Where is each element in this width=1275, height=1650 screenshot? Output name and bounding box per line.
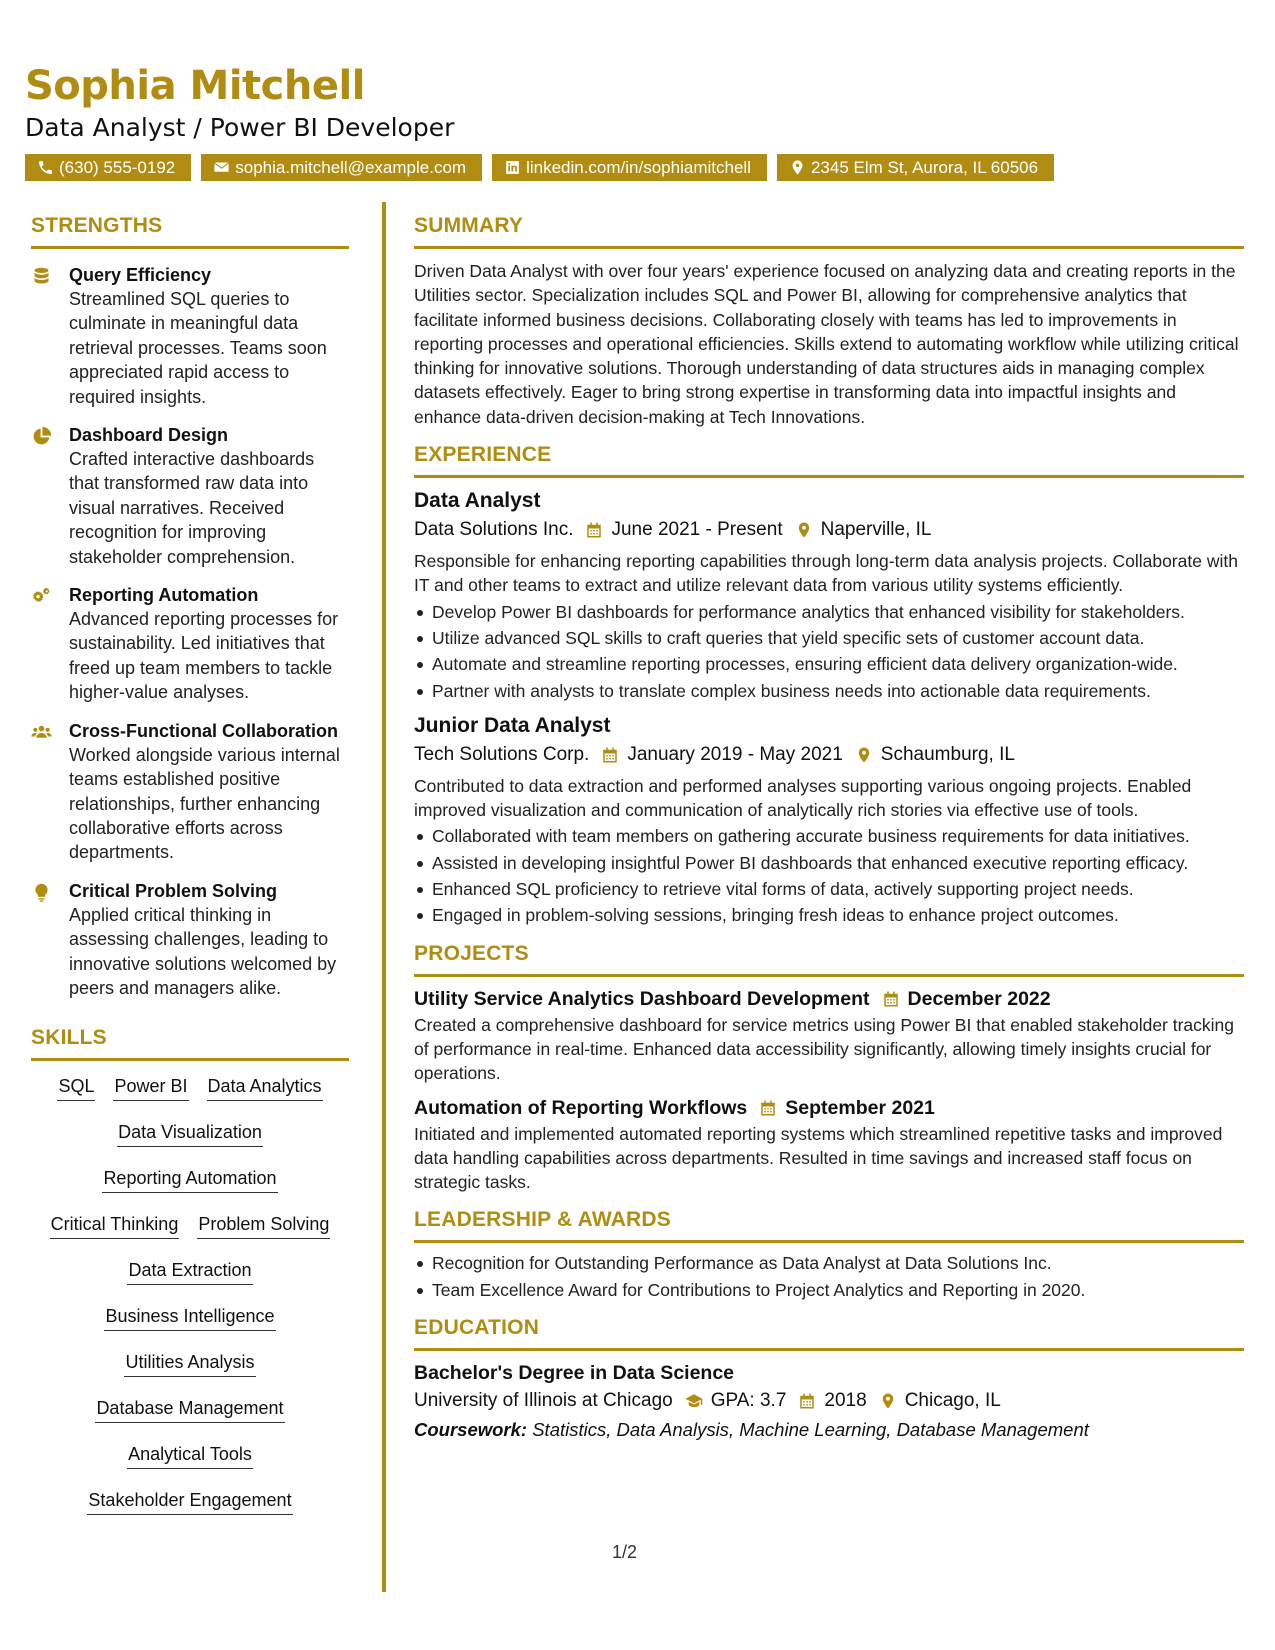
resume-header [25,60,1225,181]
project-entry [414,985,1244,1086]
column-divider [382,202,386,1592]
experience-section [414,441,1244,928]
job-location: Naperville, IL [820,519,932,541]
strength-desc: Applied critical thinking in assessing challenges, leading to innovative solutions welcomed by peers and managers alike. [69,904,337,998]
envelope-icon [213,159,230,176]
strength-desc: Crafted interactive dashboards that transformed raw data into visual narratives. Received recognition for improving stakeholder comprehension. [69,449,315,567]
skill-tag: Database Management [95,1397,284,1423]
graduation-cap-icon [685,1392,703,1410]
lightbulb-icon [31,882,52,903]
strength-title: Critical Problem Solving [69,880,278,901]
linkedin-icon [504,159,521,176]
contact-bar [25,154,1225,181]
job-meta [414,741,1244,769]
projects-section [414,940,1244,1195]
education-meta [414,1387,1244,1415]
job-company: Tech Solutions Corp. [414,743,590,765]
list-item: Utilize advanced SQL skills to craft queries that yield specific sets of customer account data. [414,626,1244,650]
job-entry [414,486,1244,703]
list-item: Assisted in developing insightful Power BI dashboards that enhanced executive reporting efficacy. [414,851,1244,875]
contact-phone[interactable] [25,154,191,181]
summary-heading: SUMMARY [414,212,1244,249]
summary-text: Driven Data Analyst with over four years' experience focused on analyzing data and creating reports in the Utilities sector. Specialization includes SQL and Power BI, allowing for comprehensive analytics that facilitate informed business decisions. Collaborating closely with teams has led to improvements in reporting processes and operational efficiencies. Skills extend to automating workflow while utilizing critical thinking for innovative solutions. Thorough understanding of data structures aids in managing complex datasets effectively. Eager to bring strong expertise in transforming data into impactful insights and enhance data-driven decision-making at Tech Innovations. [414,261,1239,427]
strength-item [31,719,349,865]
map-pin-icon [879,1392,897,1410]
list-item: Recognition for Outstanding Performance as Data Analyst at Data Solutions Inc. [414,1251,1244,1275]
candidate-role: Data Analyst / Power BI Developer [25,113,455,142]
skill-tag: Analytical Tools [127,1443,253,1469]
contact-linkedin[interactable] [492,154,767,181]
database-icon [31,266,52,287]
skill-tag: Data Extraction [127,1259,252,1285]
coursework-list: Statistics, Data Analysis, Machine Learning, Database Management [532,1419,1089,1441]
map-pin-icon [789,159,806,176]
project-date: September 2021 [785,1096,935,1119]
skill-tag: Problem Solving [197,1213,330,1239]
strength-title: Cross-Functional Collaboration [69,720,339,741]
pie-chart-icon [31,426,52,447]
degree-title: Bachelor's Degree in Data Science [414,1362,735,1385]
contact-address-text: 2345 Elm St, Aurora, IL 60506 [810,158,1039,177]
strength-title: Reporting Automation [69,585,259,606]
coursework-label: Coursework: [414,1419,528,1441]
school-location: Chicago, IL [904,1390,1001,1412]
calendar-icon [601,746,619,764]
education-heading: EDUCATION [414,1314,1244,1351]
projects-heading: PROJECTS [414,940,1244,977]
strength-desc: Advanced reporting processes for sustainability. Led initiatives that freed up team members to tackle higher-value analyses. [69,609,339,703]
awards-list [414,1251,1244,1302]
job-description: Responsible for enhancing reporting capabilities through long-term data analysis projects. Collaborate with IT and other teams to extract and utilize relevant data from various utility systems efficiently. [414,551,1238,596]
job-bullets [414,824,1244,927]
skill-tag: Reporting Automation [102,1167,277,1193]
skills-list [31,1075,349,1515]
list-item: Engaged in problem-solving sessions, bringing fresh ideas to enhance project outcomes. [414,903,1244,927]
list-item: Enhanced SQL proficiency to retrieve vital forms of data, actively supporting project needs. [414,877,1244,901]
skill-tag: Utilities Analysis [124,1351,255,1377]
list-item: Collaborated with team members on gathering accurate business requirements for data initiatives. [414,824,1244,848]
project-title: Automation of Reporting Workflows [414,1096,748,1119]
experience-heading: EXPERIENCE [414,441,1244,478]
leadership-heading: LEADERSHIP & AWARDS [414,1206,1244,1243]
job-company: Data Solutions Inc. [414,519,574,541]
skill-tag: Stakeholder Engagement [87,1489,292,1515]
strength-title: Dashboard Design [69,425,229,446]
skill-tag: Data Visualization [117,1121,263,1147]
calendar-icon [585,521,603,539]
calendar-icon [882,990,900,1008]
map-pin-icon [855,746,873,764]
strength-item [31,423,349,569]
contact-email[interactable] [201,154,482,181]
strength-desc: Streamlined SQL queries to culminate in meaningful data retrieval processes. Teams soon appreciated rapid access to required insights. [69,289,327,407]
contact-phone-text: (630) 555-0192 [59,158,176,177]
skill-tag: Power BI [113,1075,188,1101]
left-column [31,212,349,1515]
graduation-year: 2018 [824,1390,867,1412]
project-date: December 2022 [907,987,1051,1010]
job-title: Data Analyst [414,489,541,513]
project-description: Initiated and implemented automated reporting systems which streamlined repetitive tasks and improved data handling capabilities across departments. Resulted in time savings and increased staff focus on strategic tasks. [414,1123,1223,1193]
candidate-name: Sophia Mitchell [25,63,365,109]
job-description: Contributed to data extraction and performed analyses supporting various ongoing projects. Enabled improved visualization and communication of analytically rich stories via effective use of tools. [414,775,1192,821]
job-title: Junior Data Analyst [414,713,611,737]
project-description: Created a comprehensive dashboard for service metrics using Power BI that enabled stakeholder tracking of performance in real-time. Enhanced data accessibility significantly, allowing timely insights crucial for operations. [414,1014,1235,1084]
gears-icon [31,586,52,607]
project-entry [414,1094,1244,1195]
skills-heading: SKILLS [31,1024,349,1061]
phone-icon [37,159,54,176]
education-section [414,1314,1244,1443]
strength-item [31,879,349,1001]
users-icon [31,722,52,743]
strength-desc: Worked alongside various internal teams established positive relationships, further enhancing collaborative efforts across departments. [69,744,340,863]
contact-linkedin-text: linkedin.com/in/sophiamitchell [526,158,751,177]
strength-item [31,583,349,705]
gpa: GPA: 3.7 [710,1390,787,1412]
job-bullets [414,600,1244,703]
list-item: Partner with analysts to translate complex business needs into actionable data requirements. [414,679,1244,703]
skills-section [31,1024,349,1515]
project-header [414,1094,1244,1122]
school-name: University of Illinois at Chicago [414,1390,673,1412]
skill-tag: Data Analytics [207,1075,323,1101]
skill-tag: Business Intelligence [104,1305,275,1331]
job-dates: January 2019 - May 2021 [627,743,843,765]
map-pin-icon [795,521,813,539]
leadership-section [414,1206,1244,1302]
list-item: Team Excellence Award for Contributions to Project Analytics and Reporting in 2020. [414,1278,1244,1302]
strength-title: Query Efficiency [69,265,212,285]
job-dates: June 2021 - Present [611,519,783,541]
strengths-heading: STRENGTHS [31,212,349,249]
job-entry [414,711,1244,928]
right-column [414,212,1244,1443]
contact-email-text: sophia.mitchell@example.com [235,158,467,177]
skill-tag: Critical Thinking [50,1213,180,1239]
skill-tag: SQL [57,1075,95,1101]
coursework [414,1417,1244,1443]
calendar-icon [798,1392,816,1410]
project-header [414,985,1244,1013]
list-item: Develop Power BI dashboards for performance analytics that enhanced visibility for stakeholders. [414,600,1244,624]
project-title: Utility Service Analytics Dashboard Development [414,987,870,1010]
job-location: Schaumburg, IL [880,743,1015,765]
calendar-icon [759,1099,777,1117]
job-meta [414,516,1244,544]
strength-item [31,263,349,409]
contact-address [777,154,1054,181]
page-number: 1/2 [612,1542,638,1562]
list-item: Automate and streamline reporting processes, ensuring efficient data delivery organization-wide. [414,652,1244,676]
